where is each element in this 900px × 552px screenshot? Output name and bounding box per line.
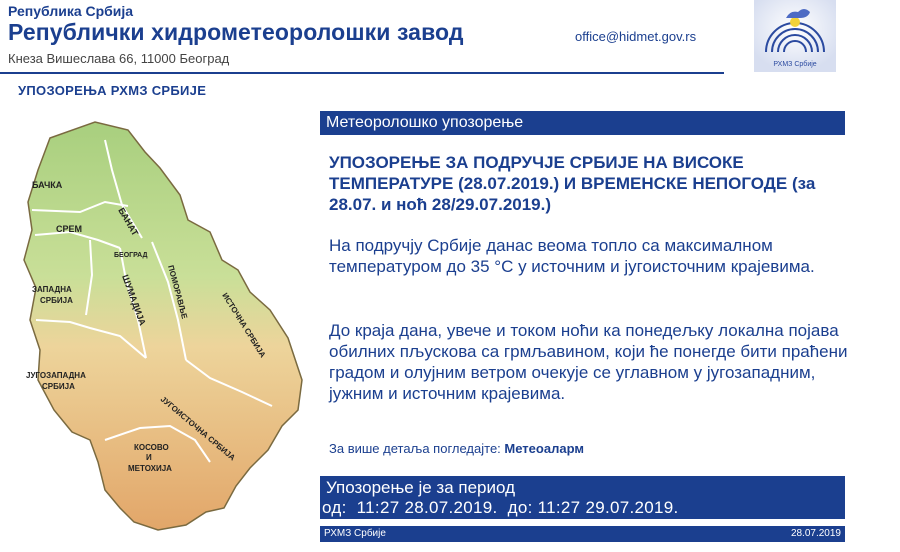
footer-date: 28.07.2019 [790, 528, 841, 539]
map-label-jugozapadna-1: ЈУГОЗАПАДНА [26, 371, 86, 380]
warning-paragraph-2: До краја дана, увече и током ноћи ка понедељку локална појава обилних пљускова са грмљавином, који ће понегде бити праћени градом и олујним ветром очекује се углавном у југозападним, јужним и источним крајевима. [329, 321, 848, 403]
details-prefix: За више детаља погледајте: [329, 441, 501, 456]
section-label: УПОЗОРЕЊА РХМЗ СРБИЈЕ [18, 83, 207, 98]
footer-source: РХМЗ Србије [324, 528, 386, 539]
map-label-kosovo-3: МЕТОХИЈА [128, 464, 172, 473]
map-label-jugoistocna: ЈУГОИСТОЧНА СРБИЈА [158, 394, 237, 463]
details-line [329, 441, 584, 456]
footer-bar [320, 526, 845, 542]
map-label-sumadija: ШУМАДИЈА [120, 273, 148, 327]
period-title: Упозорење је за период [326, 478, 516, 497]
map-label-istocna: ИСТОЧНА СРБИЈА [220, 291, 268, 360]
serbia-warning-map[interactable] [10, 110, 310, 542]
address: Кнеза Вишеслава 66, 11000 Београд [8, 51, 230, 66]
map-label-banat: БАНАТ [116, 206, 141, 238]
warning-paragraph-1: На подручју Србије данас веома топло са максималном температуром до 35 °C у источним и југоисточним крајевима. [329, 236, 815, 276]
map-label-srem: СРЕМ [56, 224, 83, 234]
logo-text: РХМЗ Србије [773, 61, 817, 68]
map-label-kosovo-1: КОСОВО [134, 443, 169, 452]
email-link[interactable]: office@hidmet.gov.rs [575, 29, 697, 44]
header-divider [0, 72, 724, 74]
map-label-zapadna-2: СРБИЈА [40, 296, 73, 305]
period-bar [320, 476, 845, 519]
map-label-pomoravlje: ПОМОРАВЉЕ [166, 264, 190, 320]
warning-title-bar: Метеоролошко упозорење [320, 111, 845, 135]
meteoalarm-link[interactable]: Метеоаларм [504, 441, 584, 456]
map-label-kosovo-2: И [146, 453, 152, 462]
rhmz-logo[interactable] [754, 0, 836, 72]
map-label-jugozapadna-2: СРБИЈА [42, 382, 75, 391]
institute-title: Републички хидрометеоролошки завод [8, 19, 464, 45]
republic-label: Република Србија [8, 3, 134, 19]
map-label-backa: БАЧКА [32, 180, 63, 190]
map-label-beograd: БЕОГРАД [114, 252, 148, 259]
period-range: од: 11:27 28.07.2019. до: 11:27 29.07.2019. [322, 498, 679, 517]
map-label-zapadna-1: ЗАПАДНА [32, 285, 72, 294]
warning-headline: УПОЗОРЕЊЕ ЗА ПОДРУЧЈЕ СРБИЈЕ НА ВИСОКЕ ТЕМПЕРАТУРЕ (28.07.2019.) И ВРЕМЕНСКЕ НЕПОГОДЕ (за 28.07. и ноћ 28/29.07.2019.) [329, 153, 816, 214]
